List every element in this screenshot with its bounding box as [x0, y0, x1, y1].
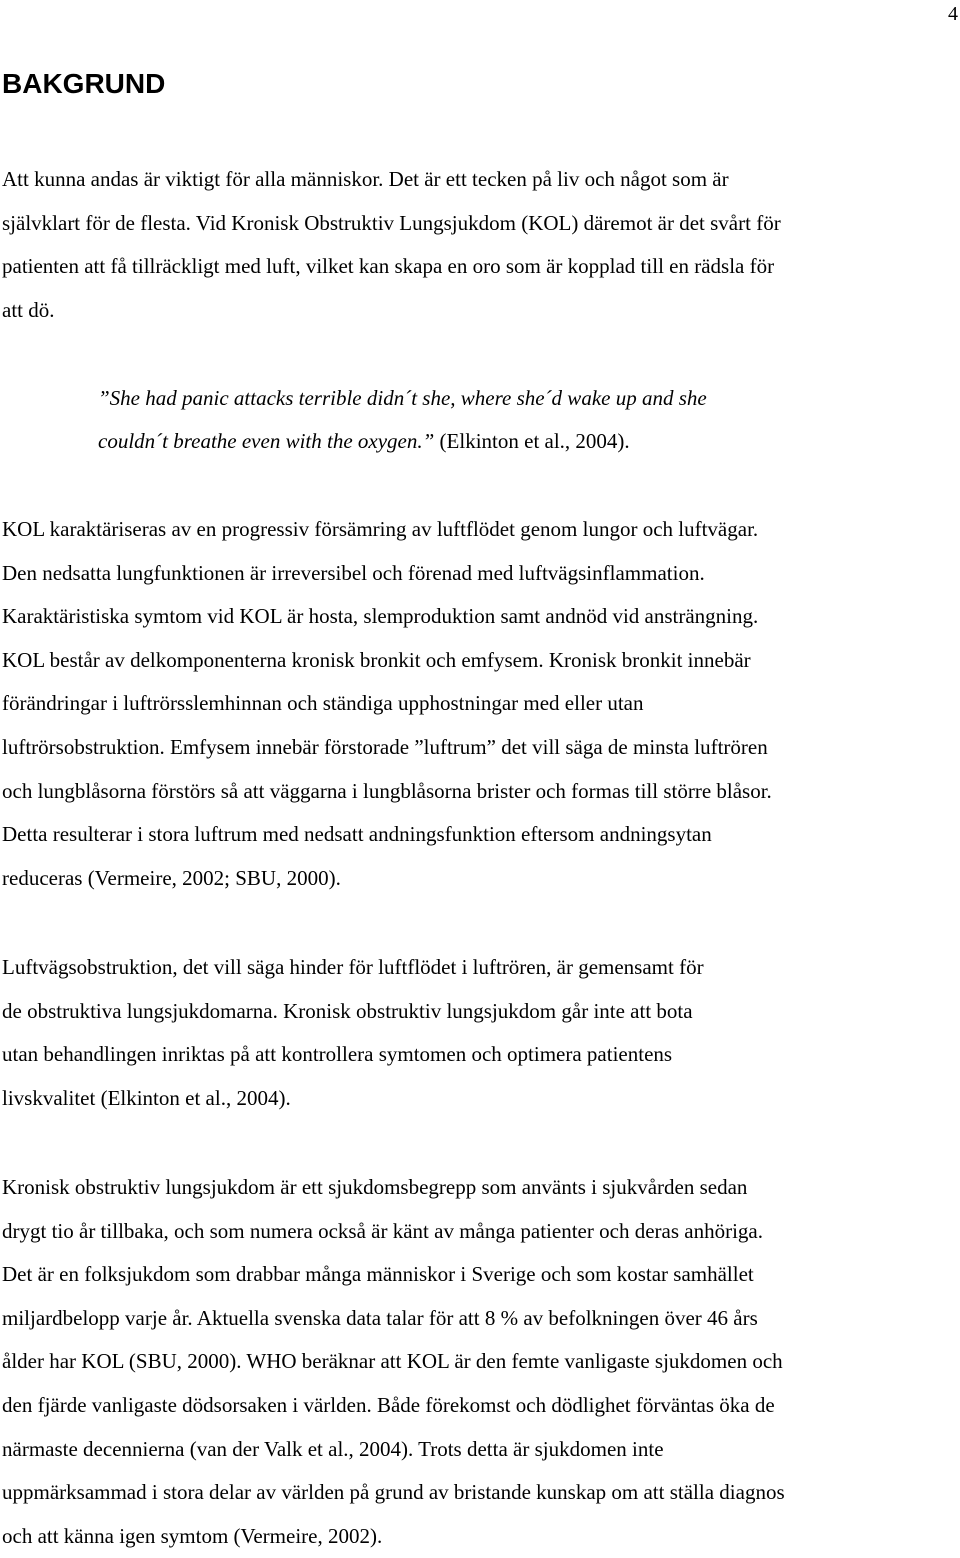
text-line: patienten att få tillräckligt med luft, vilket kan skapa en oro som är kopplad till en rädsla för — [2, 254, 775, 279]
text-line: att dö. — [2, 297, 55, 322]
section-heading: BAKGRUND — [2, 68, 166, 99]
quote-text: couldn´t breathe even with the oxygen.” — [98, 429, 435, 453]
text-line: Kronisk obstruktiv lungsjukdom är ett sjukdomsbegrepp som använts i sjukvården sedan — [2, 1175, 748, 1199]
text-line: uppmärksammad i stora delar av världen på grund av bristande kunskap om att ställa diagnos — [2, 1480, 785, 1505]
text-line: och att känna igen symtom (Vermeire, 2002). — [2, 1523, 383, 1548]
quote-text: ”She had panic attacks terrible didn´t she, where she´d wake up and she — [98, 386, 707, 410]
text-line: drygt tio år tillbaka, och som numera också är känt av många patienter och deras anhöriga. — [2, 1218, 763, 1243]
quote-line — [98, 377, 948, 420]
text-line: närmaste decennierna (van der Valk et al., 2004). Trots detta är sjukdomen inte — [2, 1436, 664, 1461]
quote-line — [98, 420, 948, 463]
text-line: ålder har KOL (SBU, 2000). WHO beräknar att KOL är den femte vanligaste sjukdomen och — [2, 1349, 783, 1374]
body-paragraph-2 — [2, 946, 956, 1120]
text-line: miljardbelopp varje år. Aktuella svenska data talar för att 8 % av befolkningen över 46 års — [2, 1305, 758, 1330]
intro-paragraph — [2, 158, 956, 332]
text-line: Karaktäristiska symtom vid KOL är hosta, slemproduktion samt andnöd vid ansträngning. — [2, 604, 759, 629]
block-quote — [98, 377, 948, 463]
body-paragraph-1 — [2, 508, 956, 900]
text-line: reduceras (Vermeire, 2002; SBU, 2000). — [2, 865, 341, 890]
text-line: de obstruktiva lungsjukdomarna. Kronisk obstruktiv lungsjukdom går inte att bota — [2, 998, 693, 1023]
text-line: luftrörsobstruktion. Emfysem innebär förstorade ”luftrum” det vill säga de minsta luftrören — [2, 734, 768, 759]
text-line: Att kunna andas är viktigt för alla människor. Det är ett tecken på liv och något som är — [2, 167, 729, 191]
text-line: den fjärde vanligaste dödsorsaken i världen. Både förekomst och dödlighet förväntas öka de — [2, 1392, 775, 1417]
page-number: 4 — [948, 3, 958, 25]
body-paragraph-3 — [2, 1166, 956, 1558]
text-line: självklart för de flesta. Vid Kronisk Obstruktiv Lungsjukdom (KOL) däremot är det svårt för — [2, 210, 781, 235]
text-line: förändringar i luftrörsslemhinnan och ständiga upphostningar med eller utan — [2, 691, 644, 716]
text-line: Detta resulterar i stora luftrum med nedsatt andningsfunktion eftersom andningsytan — [2, 822, 712, 847]
text-line: Luftvägsobstruktion, det vill säga hinder för luftflödet i luftrören, är gemensamt för — [2, 955, 704, 979]
text-line: KOL karaktäriseras av en progressiv försämring av luftflödet genom lungor och luftvägar. — [2, 517, 759, 541]
quote-citation: (Elkinton et al., 2004). — [434, 429, 630, 453]
text-line: Den nedsatta lungfunktionen är irreversibel och förenad med luftvägsinflammation. — [2, 560, 705, 585]
text-line: livskvalitet (Elkinton et al., 2004). — [2, 1085, 291, 1110]
text-line: Det är en folksjukdom som drabbar många människor i Sverige och som kostar samhället — [2, 1262, 754, 1287]
text-line: KOL består av delkomponenterna kronisk bronkit och emfysem. Kronisk bronkit innebär — [2, 647, 751, 672]
text-line: och lungblåsorna förstörs så att väggarna i lungblåsorna brister och formas till större blåsor. — [2, 778, 772, 803]
text-line: utan behandlingen inriktas på att kontrollera symtomen och optimera patientens — [2, 1042, 673, 1067]
